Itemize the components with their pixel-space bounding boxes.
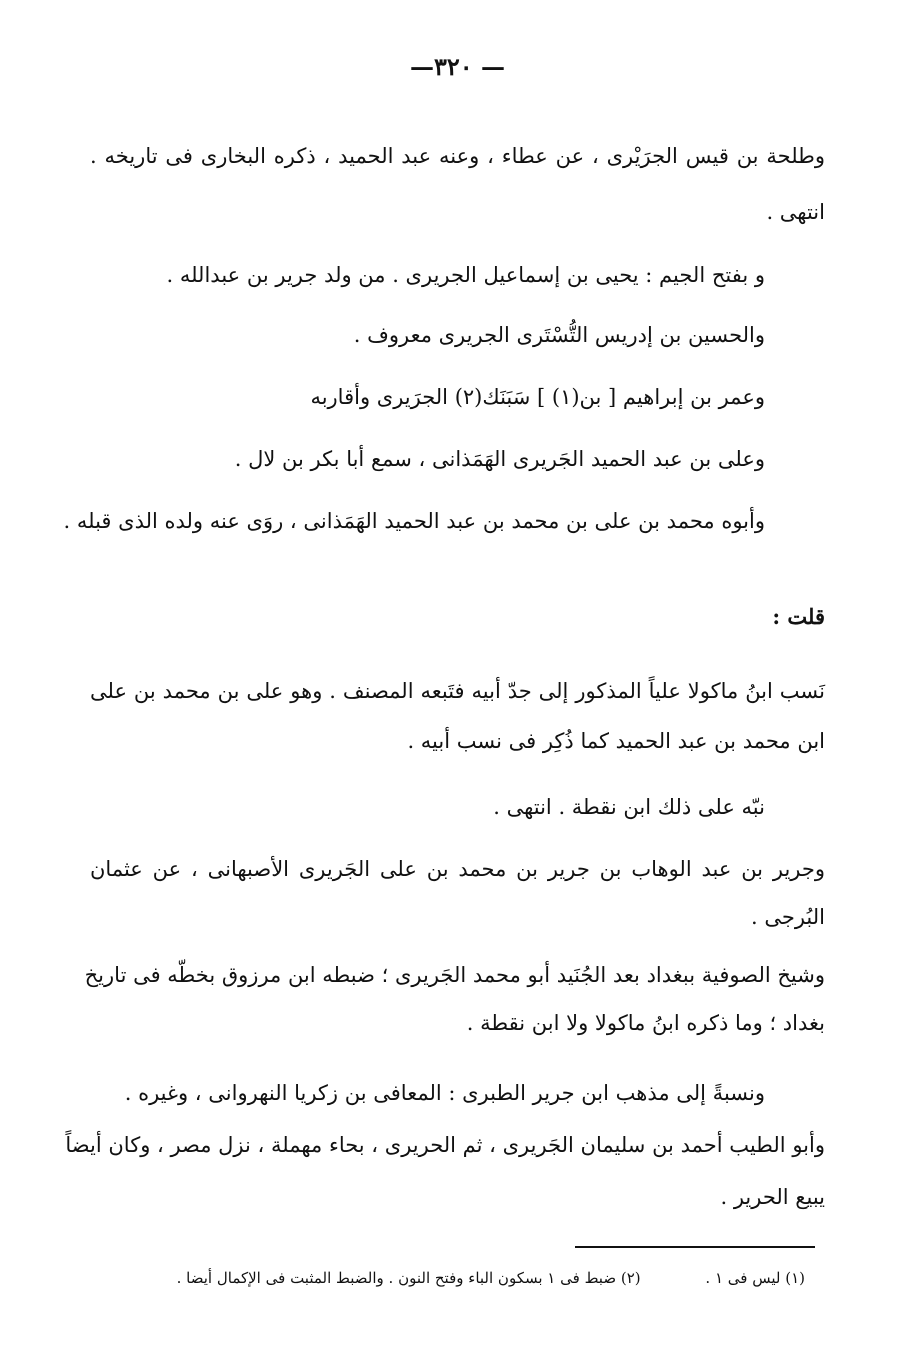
text-line: وأبوه محمد بن على بن محمد بن عبد الحميد الهَمَذانى ، روَى عنه ولده الذى قبله . <box>63 509 765 533</box>
text-line: وطلحة بن قيس الجرَيْرى ، عن عطاء ، وعنه عبد الحميد ، ذكره البخارى فى تاريخه . <box>90 144 825 168</box>
footnote-divider <box>575 1246 815 1248</box>
text-line: نَسب ابنُ ماكولا علياً المذكور إلى جدّ أبيه فتَبعه المصنف . وهو على بن محمد بن على <box>90 679 825 703</box>
text-line: وجرير بن عبد الوهاب بن جرير بن محمد بن على الجَريرى الأصبهانى ، عن عثمان <box>90 857 825 881</box>
page-number: —٣٢٠ — <box>409 52 506 81</box>
section-heading: قلت : <box>772 604 825 629</box>
text-line: والحسين بن إدريس التُّسْتَرى الجريرى معروف . <box>353 323 765 347</box>
footnote-1: (١) ليس فى ١ . <box>705 1269 805 1287</box>
text-line: ابن محمد بن عبد الحميد كما ذُكِر فى نسب أبيه . <box>407 729 825 753</box>
text-line: ونسبةً إلى مذهب ابن جرير الطبرى : المعافى بن زكريا النهروانى ، وغيره . <box>124 1081 765 1105</box>
text-line: انتهى . <box>766 200 825 224</box>
text-line: نبّه على ذلك ابن نقطة . انتهى . <box>493 795 765 819</box>
text-line: البُرجى . <box>751 905 825 929</box>
text-line: و بفتح الجيم : يحيى بن إسماعيل الجريرى . من ولد جرير بن عبدالله . <box>166 263 765 287</box>
footnote-2: (٢) ضبط فى ١ بسكون الباء وفتح النون . والضبط المثبت فى الإكمال أيضا . <box>176 1269 641 1287</box>
footnotes <box>117 1266 805 1290</box>
text-line: يبيع الحرير . <box>720 1185 825 1209</box>
text-line: وأبو الطيب أحمد بن سليمان الجَريرى ، ثم الحريرى ، بحاء مهملة ، نزل مصر ، وكان أيضاً <box>65 1133 825 1157</box>
text-line: وعلى بن عبد الحميد الجَريرى الهَمَذانى ، سمع أبا بكر بن لال . <box>234 447 765 471</box>
text-line: وعمر بن إبراهيم [ بن(١) ] سَبَنَك(٢) الجرَيرى وأقاربه <box>310 385 765 409</box>
text-line: بغداد ؛ وما ذكره ابنُ ماكولا ولا ابن نقطة . <box>466 1011 825 1035</box>
text-line: وشيخ الصوفية ببغداد بعد الجُنَيد أبو محمد الجَريرى ؛ ضبطه ابن مرزوق بخطّه فى تاريخ <box>84 963 825 987</box>
